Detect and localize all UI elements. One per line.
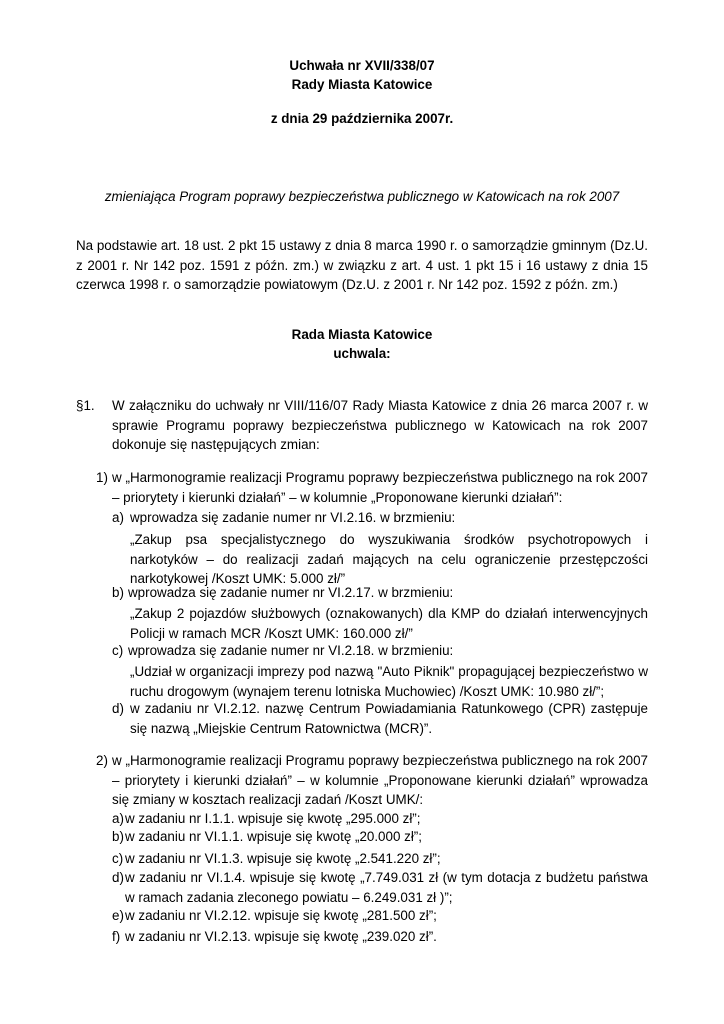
council-name: Rady Miasta Katowice [291, 77, 433, 92]
item-1b-marker: b) [112, 585, 124, 600]
section-text: W załączniku do uchwały nr VIII/116/07 Rady Miasta Katowice z dnia 26 marca 2007 r. w sprawie Programu poprawy bezpieczeństwa publicznego w Katowicach na rok 2007 dokonuje się następujących zmian: [112, 398, 648, 452]
resolves-heading: uchwala: [333, 346, 391, 361]
resolution-subject: zmieniająca Program poprawy bezpieczeństwa publicznego w Katowicach na rok 2007 [104, 189, 620, 204]
item-2a-marker: a) [112, 811, 124, 826]
item-2c-text: w zadaniu nr VI.1.3. wpisuje się kwotę „2.541.220 zł”; [125, 851, 441, 866]
item-2-marker: 2) [96, 753, 108, 768]
item-2e-marker: e) [112, 908, 124, 923]
item-2f-text: w zadaniu nr VI.2.13. wpisuje się kwotę „239.020 zł”. [125, 929, 437, 944]
item-1-marker: 1) [96, 470, 108, 485]
resolution-number: Uchwała nr XVII/338/07 [289, 58, 435, 73]
item-1-text: w „Harmonogramie realizacji Programu poprawy bezpieczeństwa publicznego na rok 2007 – priorytety i kierunki działań” – w kolumnie „Proponowane kierunki działań”: [112, 470, 648, 505]
legal-basis: Na podstawie art. 18 ust. 2 pkt 15 ustawy z dnia 8 marca 1990 r. o samorządzie gminnym (Dz.U. z 2001 r. Nr 142 poz. 1591 z późn. zm.) w związku z art. 4 ust. 1 pkt 15 i 16 ustawy z dnia 15 czerwca 1998 r. o samorządzie powiatowym (Dz.U. z 2001 r. Nr 142 poz. 1592 z późn. zm.) [76, 238, 648, 292]
item-2b-marker: b) [112, 829, 124, 844]
council-heading: Rada Miasta Katowice [291, 327, 433, 342]
item-2-text: w „Harmonogramie realizacji Programu poprawy bezpieczeństwa publicznego na rok 2007 – priorytety i kierunki działań” – w kolumnie „Proponowane kierunki działań” wprowadza się zmiany w kosztach realizacji zadań /Koszt UMK/: [112, 753, 648, 807]
item-1c-quote: „Udział w organizacji imprezy pod nazwą "Auto Piknik" propagującej bezpieczeństwo w ruchu drogowym (wynajem terenu lotniska Muchowiec) /Koszt UMK: 10.980 zł/”; [130, 664, 648, 699]
item-1d-text: w zadaniu nr VI.2.12. nazwę Centrum Powiadamiania Ratunkowego (CPR) zastępuje się nazwą „Miejskie Centrum Ratownictwa (MCR)”. [130, 701, 648, 736]
item-2c-marker: c) [112, 851, 124, 866]
item-1a-marker: a) [112, 510, 124, 525]
item-1a-text: wprowadza się zadanie numer nr VI.2.16. w brzmieniu: [130, 510, 456, 525]
item-2f-marker: f) [112, 929, 121, 944]
resolution-date: z dnia 29 października 2007r. [270, 111, 454, 126]
item-1c-marker: c) [112, 643, 124, 658]
item-2a-text: w zadaniu nr I.1.1. wpisuje się kwotę „295.000 zł”; [125, 811, 421, 826]
item-1b-text: wprowadza się zadanie numer nr VI.2.17. w brzmieniu: [128, 585, 454, 600]
item-1a-quote: „Zakup psa specjalistycznego do wyszukiwania środków psychotropowych i narkotyków – do realizacji zadań mających na celu ograniczenie przestępczości narkotykowej /Koszt UMK: 5.000 zł/” [130, 532, 648, 586]
item-2e-text: w zadaniu nr VI.2.12. wpisuje się kwotę „281.500 zł”; [125, 908, 437, 923]
item-2d-marker: d) [112, 870, 124, 885]
item-2b-text: w zadaniu nr VI.1.1. wpisuje się kwotę „20.000 zł”; [125, 829, 422, 844]
item-1b-quote: „Zakup 2 pojazdów służbowych (oznakowanych) dla KMP do działań interwencyjnych Policji w ramach MCR /Koszt UMK: 160.000 zł/” [130, 606, 648, 641]
item-1c-text: wprowadza się zadanie numer nr VI.2.18. w brzmieniu: [128, 643, 454, 658]
item-2d-text: w zadaniu nr VI.1.4. wpisuje się kwotę „7.749.031 zł (w tym dotacja z budżetu państwa w ramach zadania zleconego powiatu – 6.249.031 zł )”; [125, 870, 648, 905]
item-1d-marker: d) [112, 701, 124, 716]
section-marker: §1. [76, 398, 95, 413]
